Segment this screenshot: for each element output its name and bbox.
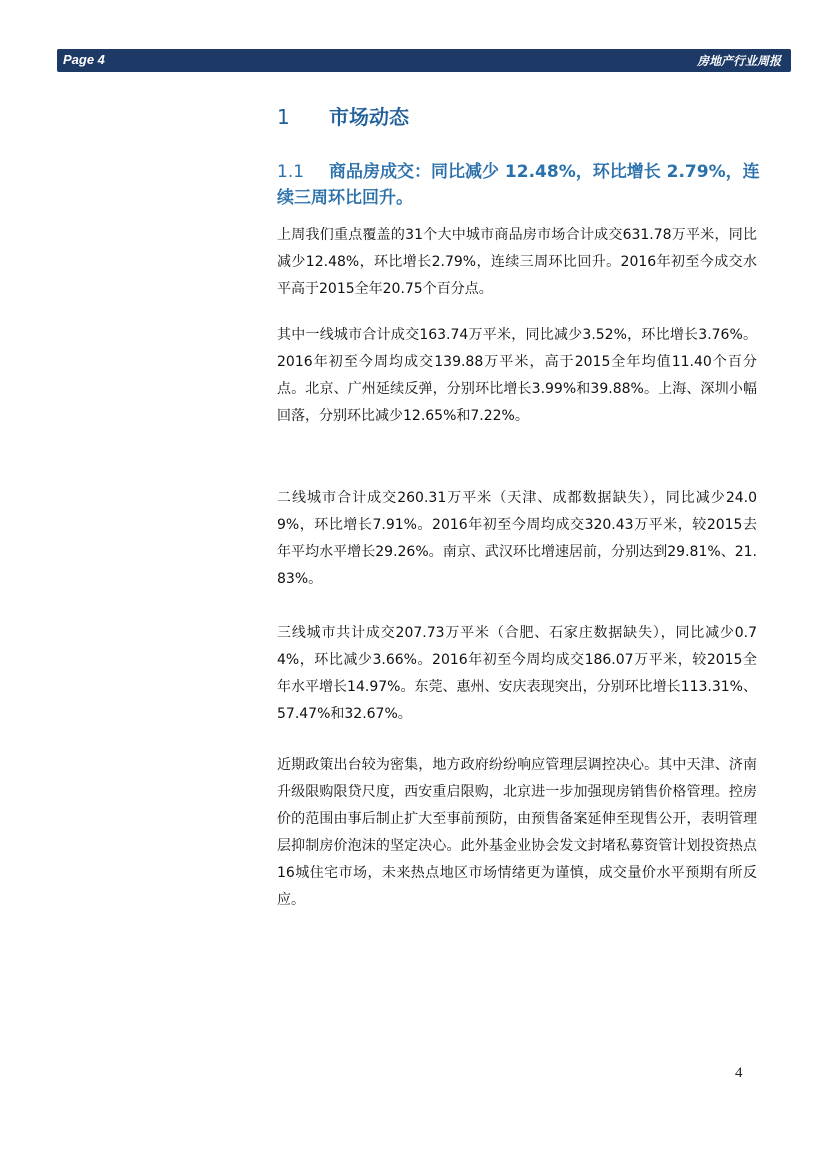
section-number: 1 <box>277 105 290 129</box>
paragraph-tier2-cities: 二线城市合计成交260.31万平米（天津、成都数据缺失），同比减少24.09%，环比增长7.91%。2016年初至今周均成交320.43万平米，较2015去年平均水平增长29.26%。南京、武汉环比增速居前，分别达到29.81%、21.83%。 <box>277 490 757 587</box>
page-number: 4 <box>735 1065 743 1081</box>
paragraph-tier3-cities: 三线城市共计成交207.73万平米（合肥、石家庄数据缺失），同比减少0.74%，环比减少3.66%。2016年初至今周均成交186.07万平米，较2015全年水平增长14.97%。东莞、惠州、安庆表现突出，分别环比增长113.31%、57.47%和32.67%。 <box>277 625 757 722</box>
section-heading <box>277 104 409 130</box>
paragraph-overall-market: 上周我们重点覆盖的31个大中城市商品房市场合计成交631.78万平米，同比减少12.48%，环比增长2.79%，连续三周环比回升。2016年初至今成交水平高于2015全年20.75个百分点。 <box>277 227 757 297</box>
page-header-bar <box>57 49 791 72</box>
subsection-number: 1.1 <box>277 162 305 182</box>
subsection-heading <box>277 159 767 211</box>
header-page-label: Page 4 <box>63 52 105 67</box>
subsection-title: 商品房成交：同比减少 12.48%，环比增长 2.79%，连续三周环比回升。 <box>277 162 760 208</box>
paragraph-tier1-cities: 其中一线城市合计成交163.74万平米，同比减少3.52%，环比增长3.76%。2016年初至今周均成交139.88万平米，高于2015全年均值11.40个百分点。北京、广州延续反弹，分别环比增长3.99%和39.88%。上海、深圳小幅回落，分别环比减少12.65%和7.22%。 <box>277 327 757 424</box>
section-title: 市场动态 <box>329 105 409 129</box>
paragraph-policy: 近期政策出台较为密集，地方政府纷纷响应管理层调控决心。其中天津、济南升级限购限贷尺度，西安重启限购，北京进一步加强现房销售价格管理。控房价的范围由事后制止扩大至事前预防，由预售备案延伸至现售公开，表明管理层抑制房价泡沫的坚定决心。此外基金业协会发文封堵私募资管计划投资热点16城住宅市场，未来热点地区市场情绪更为谨慎，成交量价水平预期有所反应。 <box>277 757 757 908</box>
header-report-title: 房地产行业周报 <box>696 54 781 68</box>
